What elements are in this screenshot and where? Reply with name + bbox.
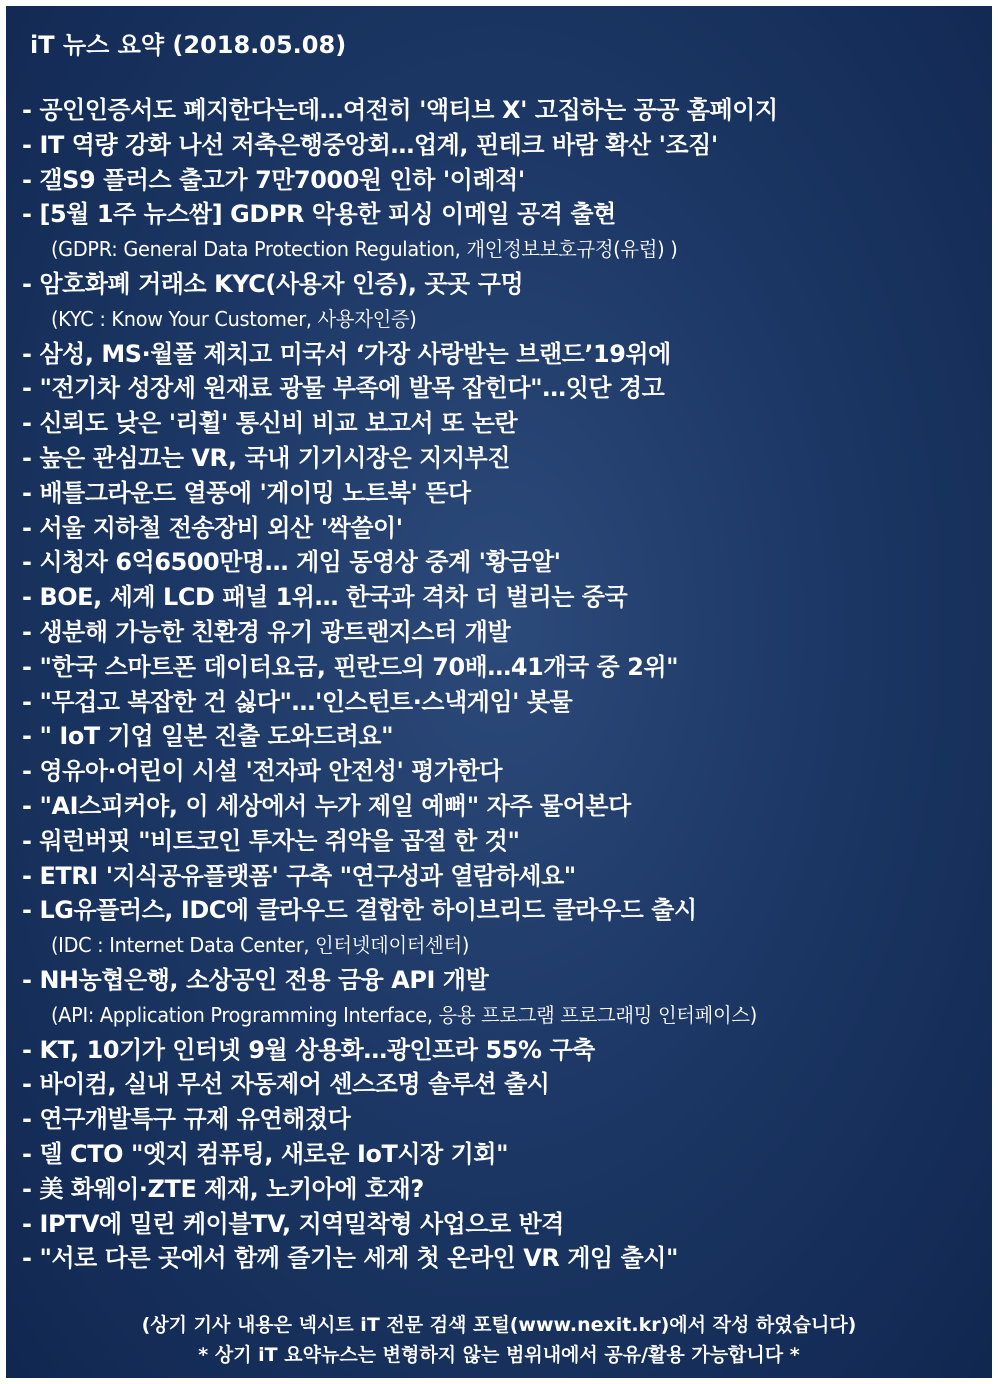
- news-item: - 신뢰도 낮은 '리휠' 통신비 비교 보고서 또 논란: [22, 409, 518, 438]
- news-item: - 삼성, MS·월풀 제치고 미국서 ‘가장 사랑받는 브랜드’19위에: [22, 339, 671, 368]
- news-item-note: (GDPR: General Data Protection Regulation, 개인정보보호규정(유럽) ): [50, 237, 678, 262]
- news-summary-slide: [6, 6, 992, 1378]
- news-item: - "AI스피커야, 이 세상에서 누가 제일 예뻐" 자주 물어본다: [22, 791, 631, 820]
- news-item: - "서로 다른 곳에서 함께 즐기는 세계 첫 온라인 VR 게임 출시": [22, 1244, 679, 1273]
- news-item: - 영유아·어린이 시설 '전자파 안전성' 평가한다: [22, 757, 503, 786]
- news-item-note: (API: Application Programming Interface, 응용 프로그램 프로그래밍 인터페이스): [50, 1002, 757, 1027]
- news-item: - 델 CTO "엣지 컴퓨팅, 새로운 IoT시장 기회": [22, 1139, 509, 1168]
- news-item: - "전기차 성장세 원재료 광물 부족에 발목 잡힌다"…잇단 경고: [22, 374, 665, 403]
- sharing-note: * 상기 iT 요약뉴스는 변형하지 않는 범위내에서 공유/활용 가능합니다 *: [198, 1344, 800, 1366]
- news-list: [22, 93, 988, 1276]
- page-title: iT 뉴스 요약 (2018.05.08): [30, 31, 347, 59]
- news-item: - NH농협은행, 소상공인 전용 금융 API 개발: [22, 965, 489, 994]
- news-item: - LG유플러스, IDC에 클라우드 결합한 하이브리드 클라우드 출시: [22, 896, 697, 925]
- news-item: - 생분해 가능한 친환경 유기 광트랜지스터 개발: [22, 617, 511, 646]
- news-item: - "무겁고 복잡한 건 싫다"…'인스턴트·스낵게임' 봇물: [22, 687, 573, 716]
- news-item: - IT 역량 강화 나선 저축은행중앙회…업계, 핀테크 바람 확산 '조짐': [22, 130, 718, 159]
- news-item: - 연구개발특구 규제 유연해졌다: [22, 1105, 351, 1134]
- news-item: - 높은 관심끄는 VR, 국내 기기시장은 지지부진: [22, 443, 511, 472]
- news-item: - KT, 10기가 인터넷 9월 상용화…광인프라 55% 구축: [22, 1035, 595, 1064]
- news-item: - 배틀그라운드 열풍에 '게이밍 노트북' 뜬다: [22, 478, 471, 507]
- news-item: - 서울 지하철 전송장비 외산 '싹쓸이': [22, 513, 403, 542]
- source-note: (상기 기사 내용은 넥시트 iT 전문 검색 포털(www.nexit.kr)에서 작성 하였습니다): [141, 1314, 857, 1336]
- news-item-note: (IDC : Internet Data Center, 인터넷데이터센터): [50, 933, 470, 958]
- news-item: - 美 화웨이·ZTE 제재, 노키아에 호재?: [22, 1174, 424, 1203]
- news-item-note: (KYC : Know Your Customer, 사용자인증): [50, 306, 417, 331]
- news-item: - IPTV에 밀린 케이블TV, 지역밀착형 사업으로 반격: [22, 1209, 565, 1238]
- news-item: - "한국 스마트폰 데이터요금, 핀란드의 70배…41개국 중 2위": [22, 652, 679, 681]
- news-item: - 암호화폐 거래소 KYC(사용자 인증), 곳곳 구멍: [22, 269, 524, 298]
- news-item: - 공인인증서도 폐지한다는데…여전히 '액티브 X' 고집하는 공공 홈페이지: [22, 96, 778, 124]
- news-item: - " IoT 기업 일본 진출 도와드려요": [22, 722, 394, 751]
- news-item: - BOE, 세계 LCD 패널 1위… 한국과 격차 더 벌리는 중국: [22, 583, 628, 612]
- news-item: - 바이컴, 실내 무선 자동제어 센스조명 솔루션 출시: [22, 1070, 550, 1099]
- news-item: - 갤S9 플러스 출고가 7만7000원 인하 '이례적': [22, 165, 525, 194]
- news-item: - [5월 1주 뉴스쌈] GDPR 악용한 피싱 이메일 공격 출현: [22, 200, 616, 229]
- news-item: - 워런버핏 "비트코인 투자는 쥐약을 곱절 한 것": [22, 826, 520, 855]
- news-item: - ETRI '지식공유플랫폼' 구축 "연구성과 열람하세요": [22, 861, 576, 890]
- news-item: - 시청자 6억6500만명… 게임 동영상 중계 '황금알': [22, 548, 561, 577]
